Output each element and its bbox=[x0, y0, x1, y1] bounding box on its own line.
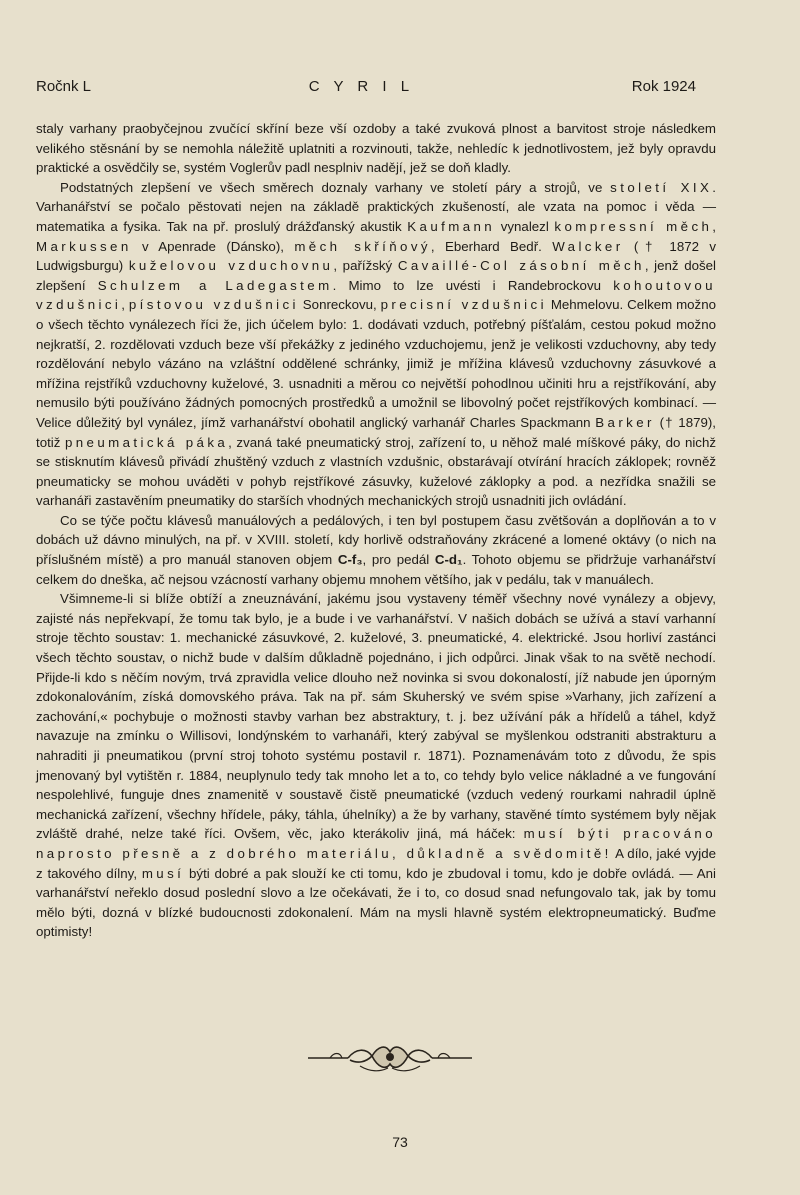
compass-notation-text: C-d₁ bbox=[434, 552, 463, 568]
text-run: († 1879), totiž bbox=[36, 414, 716, 450]
header-volume: Ročnk L bbox=[36, 78, 92, 95]
spaced-emphasis-text: kompressní měch bbox=[554, 218, 713, 234]
text-run: Všimneme-li si blíže obtíží a zneuznávání, jakému jsou vystaveny téměř všechny nové vynálezy a objevy, zajisté nás nepřekvapí, že tomu tak bylo, je a bude i ve varhanářství. V našich dobách se užívá a staví varhanní stroje těchto soustav: 1. mechanické zásuvkové, 2. kuželové, 3. pneumatické, 4. elektrické. Jsou horliví zastánci všech těchto soustav, o nichž bude v dalším důkladně pojednáno, i jich odpůrci. Jinak však to na světě nechodí. Přijde-li kdo s něčím novým, trvá zpravidla velice dlouho než novinka si svou dokonalostí, jíž nabude jen úporným zdokonalováním, získá domovského práva. Tak na př. sám Skuherský ve svém spise »Varhany, jich zařízení a zachování,« pochybuje o možnosti stavby varhan bez abstraktury, t. j. bez užívání pák a hřídelů a táhel, když navazuje na zmínku o Willisovi, londýnském to varhanáři, který zabýval se myšlenkou odstraniti abstrakturu a nahraditi ji pneumatikou (první stroj tohoto systému postavil r. 1871). Poznamenávám toto z důvodu, že spis jmenovaný byl vytištěn r. 1884, neuplynulo tedy tak mnoho let a to, co tehdy bylo velice nákladné a ve fungování nespolehlivé, funguje dnes znamenitě v soustavě čistě pneumatické (vzduch vedený rourkami nahradil úplně mechanická zařízení, všechny hřídele, páky, táhla, úhelníky) a že by varhany, stavěné tímto systémem byly nějak zvláště drahé, nelze také říci. Ovšem, věc, jako kterákoliv jiná, má háček: bbox=[36, 591, 716, 842]
running-header bbox=[36, 78, 696, 95]
spaced-emphasis-text: precisní vzdušnici bbox=[380, 297, 547, 313]
spaced-emphasis-text: pneumatická páka bbox=[64, 434, 229, 450]
spaced-emphasis-text: století XIX bbox=[610, 179, 713, 195]
text-run: Podstatných zlepšení ve všech směrech doznaly varhany ve století páry a strojů, ve bbox=[60, 179, 611, 195]
body-text bbox=[36, 119, 716, 942]
spaced-emphasis-text: kohoutovou vzdušnici bbox=[36, 277, 716, 313]
spaced-emphasis-text: měch skříňový bbox=[294, 238, 431, 254]
spaced-emphasis-text: musí bbox=[141, 865, 185, 881]
text-run: býti dobré a pak slouží ke cti tomu, kdo je zbudoval i tomu, kdo je dobře ovládá. — Ani varhanářství neřeklo dosud poslední slovo a lze očekávati, že i to, co dosud snad nefungovalo tak, jak by tomu mělo býti, dozná v blízké budoucnosti zdokonalení. Mám na mysli hlavně systém elektropneumatický. Buďme optimisty! bbox=[36, 865, 716, 940]
header-journal-title: C Y R I L bbox=[308, 78, 415, 95]
spaced-emphasis-text: Kaufmann bbox=[407, 218, 496, 234]
spaced-emphasis-text: Cavaillé-Col zásobní měch bbox=[397, 258, 645, 274]
paragraph bbox=[36, 119, 716, 178]
text-run: , pro pedál bbox=[362, 552, 435, 568]
spaced-emphasis-text: musí býti pracováno naprosto přesně a z dobrého materiálu, důkladně a svědomitě! bbox=[36, 826, 717, 861]
paragraph bbox=[36, 589, 716, 942]
text-run: Co se týče počtu klávesů manuálových a pedálových, i ten byl postupem času zvětšován a doplňován a to v dobách už dávno minulých, na př. v XVIII. století, kdy horlivě odstraňovány zkrácené a lomené oktávy (o nich na příslušném místě) a pro manuál stanoven objem bbox=[36, 512, 716, 568]
page-number: 73 bbox=[392, 1134, 408, 1150]
text-run: . Mimo to lze uvésti i Randebrockovu bbox=[332, 277, 614, 293]
text-run: Sonreckovu, bbox=[298, 297, 381, 313]
spaced-emphasis-text: pístovou vzdušnici bbox=[128, 297, 299, 313]
spaced-emphasis-text: Markussen bbox=[36, 238, 132, 254]
spaced-emphasis-text: Schulzem a Ladegastem bbox=[97, 277, 333, 293]
text-run: , Eberhard Bedř. bbox=[430, 238, 553, 254]
spaced-emphasis-text: Barker bbox=[595, 414, 655, 430]
text-run: staly varhany praobyčejnou zvučící skříní beze vší ozdoby a také zvuková plnost a barvitost stroje následkem velikého stěsnání by se nemohla náležitě uplatniti a rozvinouti, takže, nehledíc k jednotlivostem, jež byly opravdu praktické a osvědčily se, systém Voglerův padl nesplniv nadějí, jež se doň kladly. bbox=[36, 121, 716, 176]
spaced-emphasis-text: kuželovou vzduchovnu bbox=[128, 258, 334, 274]
text-run: A dílo, jaké vyjde z takového dílny, bbox=[36, 845, 716, 881]
compass-notation-text: C-f₃ bbox=[337, 552, 363, 568]
paragraph bbox=[36, 178, 716, 511]
text-run: Mehmelovu. Celkem možno o všech těchto vynálezech říci že, jich účelem bylo: 1. dodávati vzduch, potřebný píšťalám, cestou pokud možno nejkratší, 2. rozdělovati vzduch beze vší překážky z jediného vzduchojemu, jenž je velikosti vzduchovny, aby tedy rozdělování nebylo vázáno na vzláštní oddělené schránky, jimiž je mřížina klávesů vzduchovny zásuvkové a mřížina rejstříků vzduchovny kuželové, 3. usnadniti a měrou co největší pohodlnou učiniti hru a rejstříkování, aby nemusilo býti používáno žádných pomocných prostředků a umožnil se libovolný počet rejstříkových kombinací. — Velice důležitý byl vynález, jímž varhanářství obohatil anglický varhanář Charles Spackmann bbox=[36, 297, 716, 430]
text-run: , zvaná také pneumatický stroj, zařízení to, u něhož malé míškové páky, do nichž se stisknutím klávesů přivádí zhuštěný vzduch z vlastních vzdušnic, obstarávají otvírání hracích záklopek; rovněž pneumaticky se mohou uváděti v pohyb rejstříkové zásuvky, kuželové záklopky a pod. a nezřídka snažili se varhanáři zastavěním pneumatiky do starších vhodných mechanických strojů usnadniti jich ovládání. bbox=[36, 434, 716, 509]
text-run: , bbox=[712, 218, 716, 234]
text-run: , jenž došel zlepšení bbox=[36, 258, 717, 293]
text-run: . Tohoto objemu se přidržuje varhanářství celkem do dneška, ač nejsou vzácností varhany objemu mnohem většího, jak v pedálu, tak v manuálech. bbox=[36, 552, 716, 587]
text-run: vynalezl bbox=[495, 218, 555, 234]
text-run: v Apenrade (Dánsko), bbox=[131, 238, 295, 254]
text-run: († 1872 v Ludwigsburgu) bbox=[36, 238, 717, 274]
paragraph bbox=[36, 511, 716, 589]
spaced-emphasis-text: Walcker bbox=[552, 238, 624, 254]
header-year: Rok 1924 bbox=[631, 78, 696, 95]
text-run: . Varhanářství se počalo pěstovati nejen na základě praktických zkušeností, ale vzata na pomoc i věda — matematika a fysika. Tak na př. proslulý drážďanský akustik bbox=[36, 179, 716, 234]
text-run: , bbox=[121, 297, 129, 313]
text-run: , pařížský bbox=[333, 258, 398, 274]
floral-vignette-ornament-icon bbox=[300, 1038, 480, 1078]
